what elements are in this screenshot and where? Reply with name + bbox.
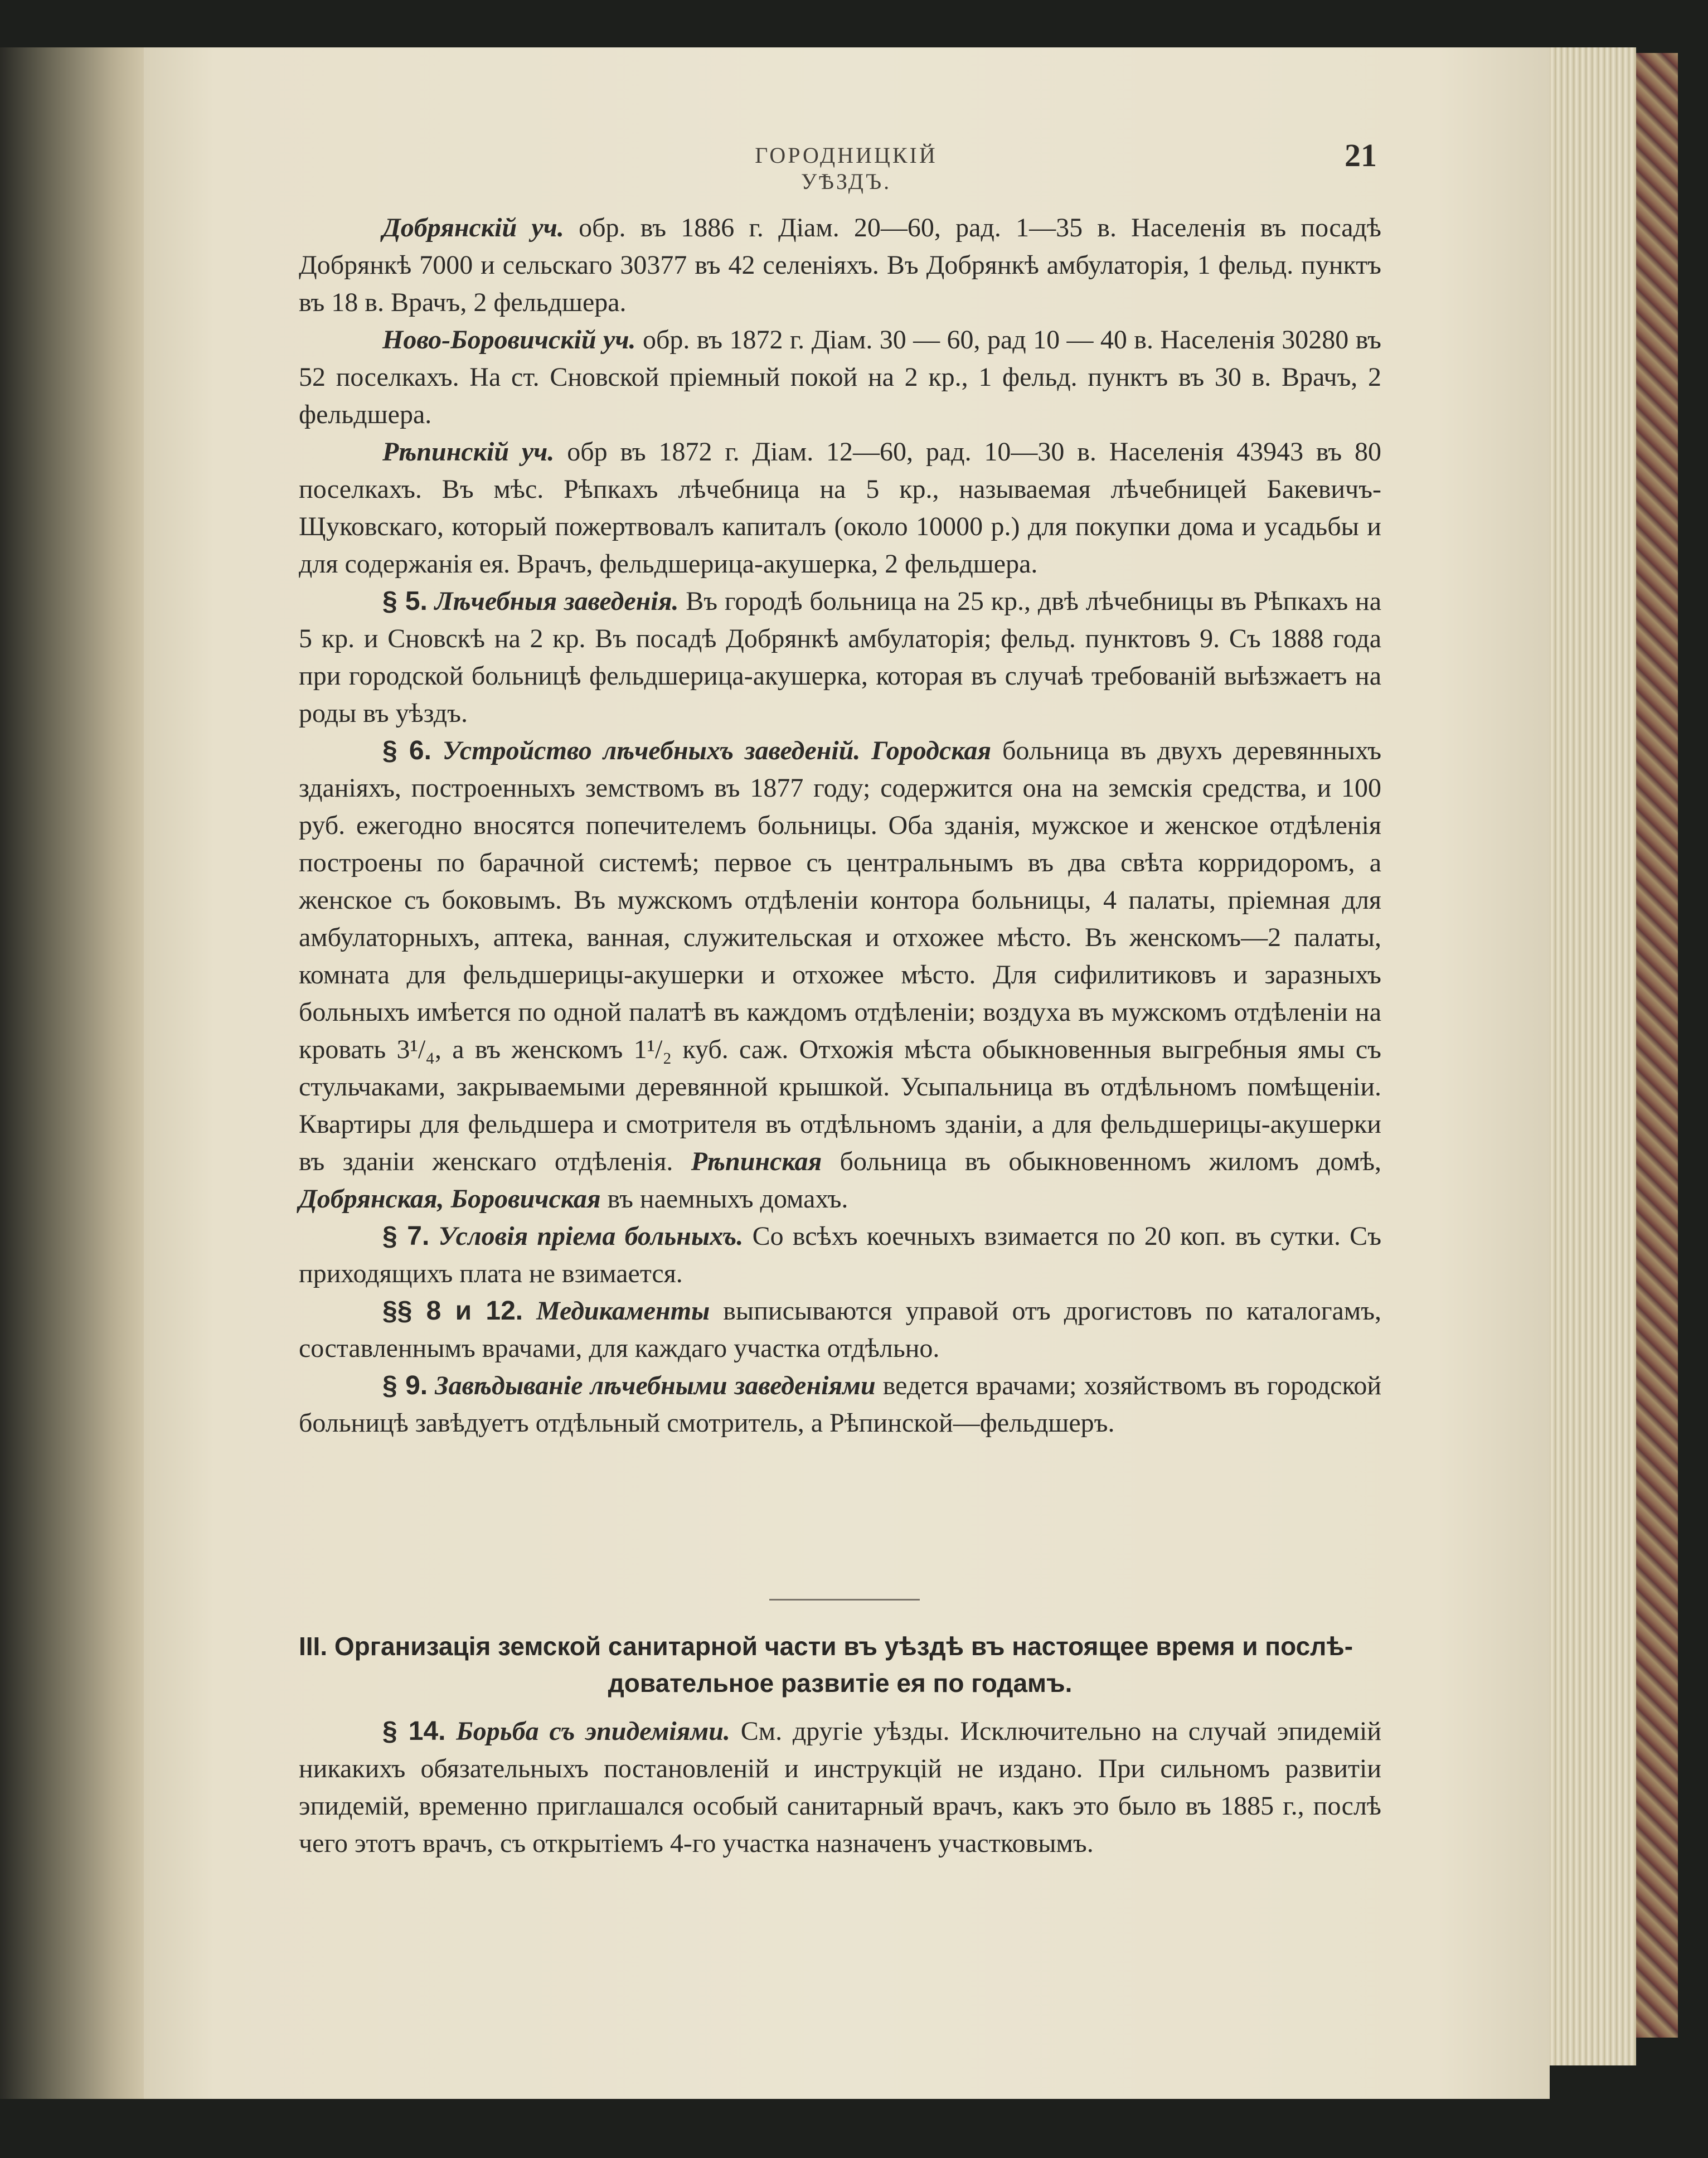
section-number: § 5.: [382, 586, 428, 616]
chapter-heading-line-2: довательное развитіе ея по годамъ.: [608, 1669, 1073, 1698]
chapter-heading-line-1: III. Организація земской санитарной части въ уѣздѣ въ настоящее время и послѣ-: [299, 1632, 1353, 1661]
paragraph-repinsky: [299, 433, 1381, 583]
paragraph-lead: Лѣчебныя заведенія.: [434, 586, 679, 616]
paragraph-lead: Добрянскій уч.: [382, 213, 564, 243]
paragraph-text: См. другіе уѣзды. Исключительно на случай эпидемій никакихъ обязательныхъ постановленій и инструкцій не издано. При сильномъ развитіи эпидемій, временно приглашался особый санитарный врачъ, какъ это было въ 1885 г., послѣ чего этотъ врачъ, съ открытіемъ 4-го участка назначенъ участковымъ.: [299, 1716, 1382, 1858]
paragraph-section-9: [299, 1367, 1381, 1442]
paragraph-text: Со всѣхъ коечныхъ взимается по 20 коп. въ сутки. Съ приходящихъ плата не взимается.: [299, 1221, 1382, 1288]
section-number: §§ 8 и 12.: [382, 1296, 523, 1326]
paragraph-lead: Ново-Боровичскій уч.: [382, 325, 636, 355]
paragraph-lead: Устройство лѣчебныхъ заведеній. Городская: [442, 736, 992, 765]
paragraph-lead: Добрянская, Боровичская: [299, 1184, 601, 1214]
marbled-cover-edge: [1636, 53, 1678, 2038]
body-text: [299, 209, 1381, 1442]
paragraph-text: обр въ 1872 г. Діам. 12—60, рад. 10—30 в. Населенія 43943 въ 80 поселкахъ. Въ мѣс. Рѣпкахъ лѣчебница на 5 кр., называемая лѣчебницей Бакевичъ-Щуковскаго, который пожертвовалъ капиталъ (около 10000 р.) для покупки дома и усадьбы и для содержанія ея. Врачъ, фельдшерица-акушерка, 2 фельдшера.: [299, 437, 1381, 579]
paragraph-lead: Медикаменты: [536, 1296, 710, 1326]
section-divider: [769, 1599, 920, 1601]
paragraph-lead: Завѣдываніе лѣчебными заведеніями: [435, 1371, 876, 1400]
paragraph-novo-borovichsky: [299, 321, 1381, 433]
running-head: ГОРОДНИЦКІЙ УѢЗДЪ.: [755, 143, 938, 194]
paragraph-lead: Рѣпинскій уч.: [382, 437, 555, 467]
paragraph-section-14: [299, 1713, 1381, 1862]
paragraph-lead: Борьба съ эпидеміями.: [456, 1716, 730, 1746]
paragraph-text: больница въ обыкновенномъ жиломъ домѣ,: [822, 1147, 1382, 1176]
paragraph-text: больница въ двухъ деревянныхъ зданіяхъ, построенныхъ земствомъ въ 1877 году; содержится она на земскія средства, и 100 руб. ежегодно вносятся попечителемъ больницы. Оба зданія, мужское и женское отдѣленія построены по барачной системѣ; первое съ центральнымъ въ два свѣта корридоромъ, а женское съ боковымъ. Въ мужскомъ отдѣленіи контора больницы, 4 палаты, пріемная для амбулаторныхъ, аптека, ванная, служительская и отхожее мѣсто. Въ женскомъ—2 палаты, комната для фельдшерицы-акушерки и отхожее мѣсто. Для сифилитиковъ и заразныхъ больныхъ имѣется по одной палатѣ въ каждомъ отдѣленіи; воздуха въ мужскомъ отдѣленіи на кровать 3¹/₄, а въ женскомъ 1¹/₂ куб. саж. Отхожія мѣста обыкновенныя выгребныя ямы съ стульчаками, закрываемыми деревянной крышкой. Усыпальница въ отдѣльномъ помѣщеніи. Квартиры для фельдшера и смотрителя въ отдѣльномъ зданіи, а для фельдшерицы-акушерки въ зданіи женскаго отдѣленія.: [299, 736, 1382, 1176]
page-stack-edge: [1550, 47, 1636, 2065]
paragraph-lead: Рѣпинская: [691, 1147, 822, 1176]
section-number: § 7.: [382, 1221, 430, 1251]
paragraph-text: Въ городѣ больница на 25 кр., двѣ лѣчебницы въ Рѣпкахъ на 5 кр. и Сновскѣ на 2 кр. Въ посадѣ Добрянкѣ амбулаторія; фельд. пунктовъ 9. Съ 1888 года при городской больницѣ фельдшерица-акушерка, которая въ случаѣ требованій выѣзжаетъ на роды въ уѣздъ.: [299, 586, 1382, 728]
paragraph-text: въ наемныхъ домахъ.: [600, 1184, 848, 1214]
section-number: § 14.: [382, 1716, 446, 1746]
paragraph-lead: Условія пріема больныхъ.: [438, 1221, 744, 1251]
paragraph-section-8-12: [299, 1292, 1381, 1367]
paragraph-text: обр. въ 1872 г. Діам. 30 — 60, рад 10 — 40 в. Населенія 30280 въ 52 поселкахъ. На ст. Сновской пріемный покой на 2 кр., 1 фельд. пунктъ въ 30 в. Врачъ, 2 фельдшера.: [299, 325, 1382, 429]
final-text: [299, 1713, 1381, 1862]
section-number: § 9.: [382, 1371, 428, 1400]
paragraph-section-7: [299, 1218, 1381, 1292]
paragraph-text: ведется врачами; хозяйствомъ въ городской больницѣ завѣдуетъ отдѣльный смотритель, а Рѣпинской—фельдшеръ.: [299, 1371, 1382, 1438]
left-page-edge: [0, 47, 151, 2099]
chapter-heading: [299, 1628, 1381, 1701]
paragraph-section-6: [299, 732, 1381, 1218]
paragraph-text: обр. въ 1886 г. Діам. 20—60, рад. 1—35 в. Населенія въ посадѣ Добрянкѣ 7000 и сельскаго 30377 въ 42 селеніяхъ. Въ Добрянкѣ амбулаторія, 1 фельд. пунктъ въ 18 в. Врачъ, 2 фельдшера.: [299, 213, 1381, 317]
section-number: § 6.: [382, 736, 431, 765]
paragraph-dobryansky: [299, 209, 1381, 321]
paragraph-section-5: [299, 583, 1381, 732]
paragraph-text: выписываются управой отъ дрогистовъ по каталогамъ, составленнымъ врачами, для каждаго участка отдѣльно.: [299, 1296, 1382, 1363]
page-number: 21: [1345, 137, 1377, 173]
